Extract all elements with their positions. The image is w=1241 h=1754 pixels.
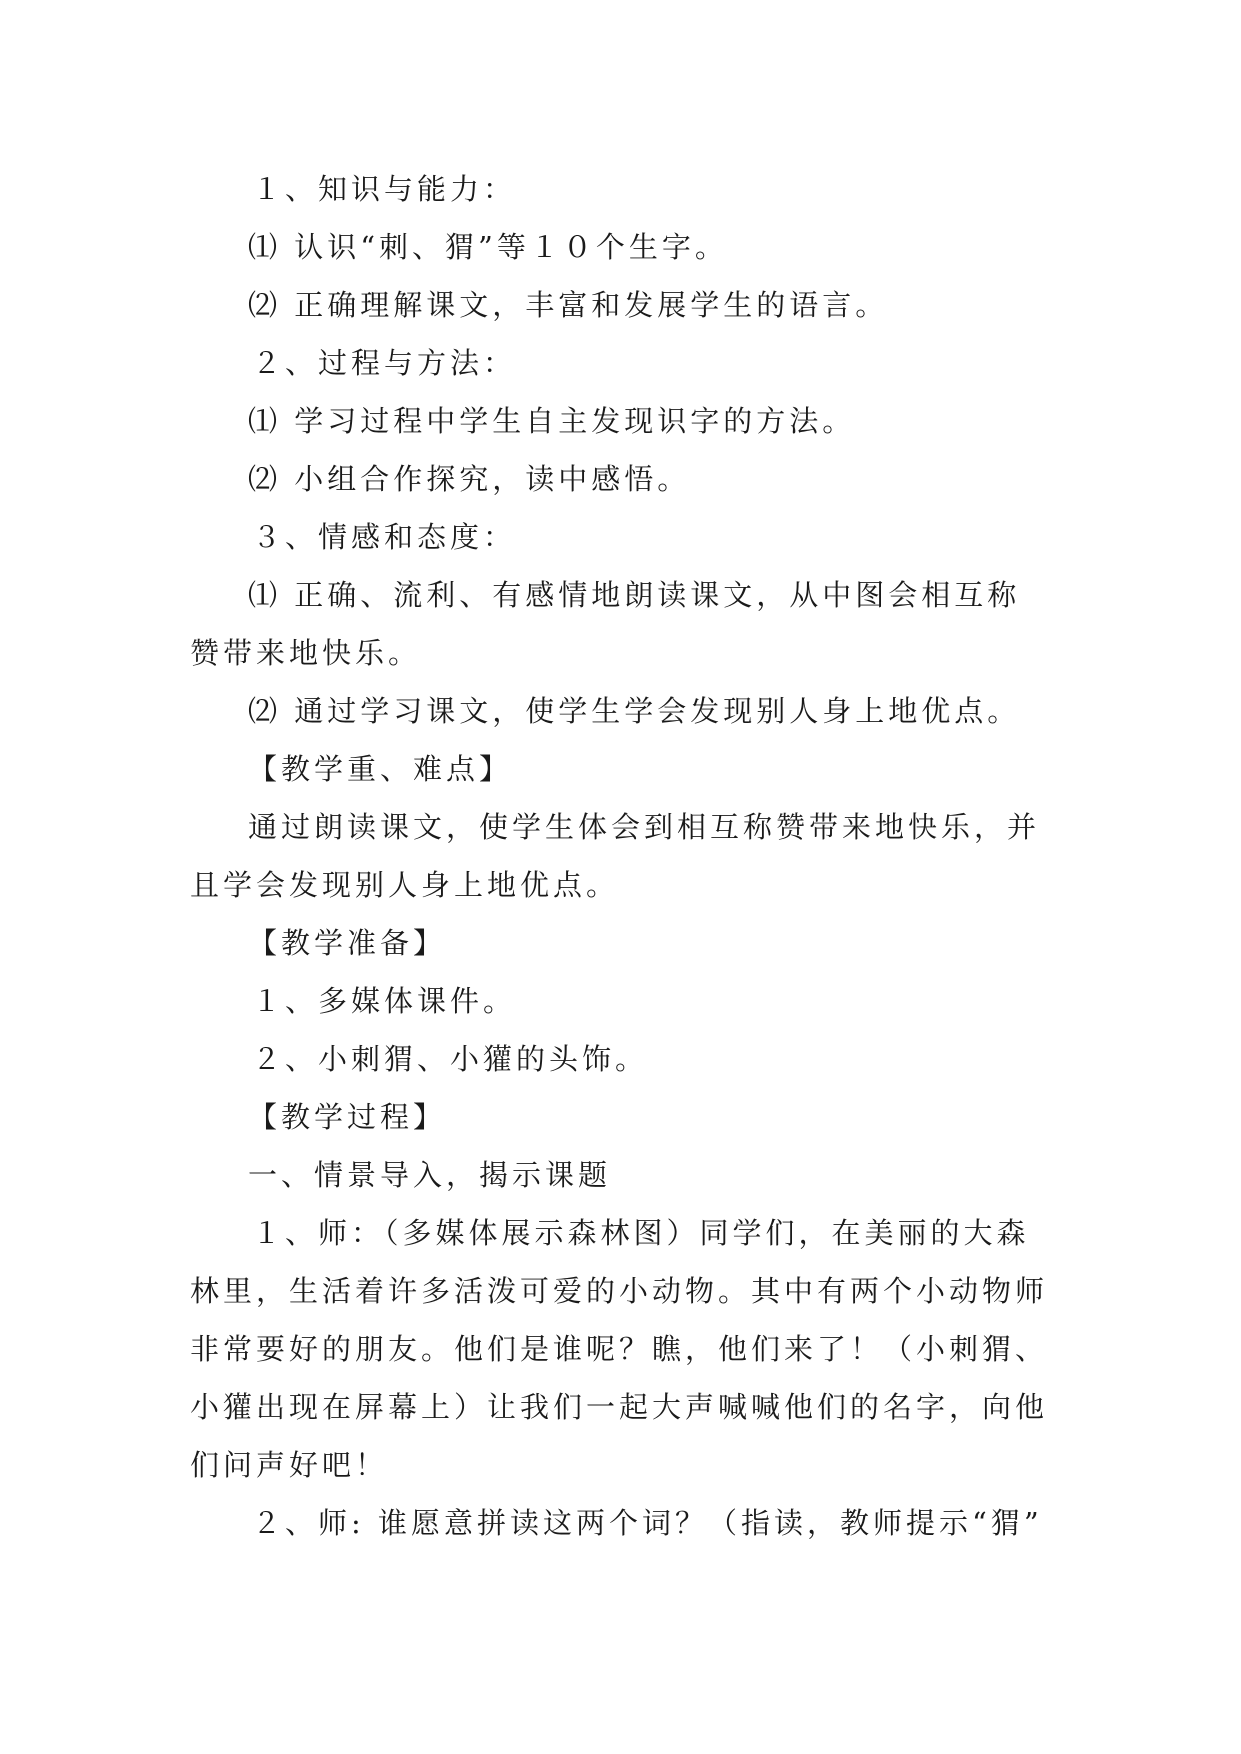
list-item: ⑴ 认识“刺、猬”等１０个生字。 xyxy=(248,230,728,264)
paragraph: １、师：（多媒体展示森林图）同学们，在美丽的大森 xyxy=(252,1216,1030,1250)
paragraph-continuation: 们问声好吧！ xyxy=(190,1448,389,1482)
paragraph-continuation: 且学会发现别人身上地优点。 xyxy=(190,868,620,902)
section-heading-knowledge: １、知识与能力： xyxy=(252,172,517,206)
paragraph: ２、师: 谁愿意拼读这两个词？（指读，教师提示“猬” xyxy=(252,1506,1043,1540)
list-item: ⑴ 正确、流利、有感情地朗读课文，从中图会相互称 xyxy=(248,578,1021,612)
section-title-process: 【教学过程】 xyxy=(248,1100,447,1134)
paragraph: 通过朗读课文，使学生体会到相互称赞带来地快乐，并 xyxy=(248,810,1041,844)
paragraph-continuation: 非常要好的朋友。他们是谁呢？瞧，他们来了！（小刺猬、 xyxy=(190,1332,1049,1366)
subsection-title: 一、情景导入，揭示课题 xyxy=(248,1158,612,1192)
list-item: ⑴ 学习过程中学生自主发现识字的方法。 xyxy=(248,404,856,438)
section-title-key-points: 【教学重、难点】 xyxy=(248,752,513,786)
list-item: １、多媒体课件。 xyxy=(252,984,517,1018)
list-item: ⑵ 正确理解课文，丰富和发展学生的语言。 xyxy=(248,288,889,322)
document-body xyxy=(190,160,1070,1552)
paragraph-continuation: 小獾出现在屏幕上）让我们一起大声喊喊他们的名字，向他 xyxy=(190,1390,1049,1424)
list-item-continuation: 赞带来地快乐。 xyxy=(190,636,422,670)
list-item: ⑵ 通过学习课文，使学生学会发现别人身上地优点。 xyxy=(248,694,1021,728)
section-title-preparation: 【教学准备】 xyxy=(248,926,447,960)
list-item: ２、小刺猬、小獾的头饰。 xyxy=(252,1042,649,1076)
section-heading-process: ２、过程与方法： xyxy=(252,346,517,380)
section-heading-emotion: ３、情感和态度： xyxy=(252,520,517,554)
list-item: ⑵ 小组合作探究，读中感悟。 xyxy=(248,462,691,496)
paragraph-continuation: 林里，生活着许多活泼可爱的小动物。其中有两个小动物师 xyxy=(190,1274,1049,1308)
